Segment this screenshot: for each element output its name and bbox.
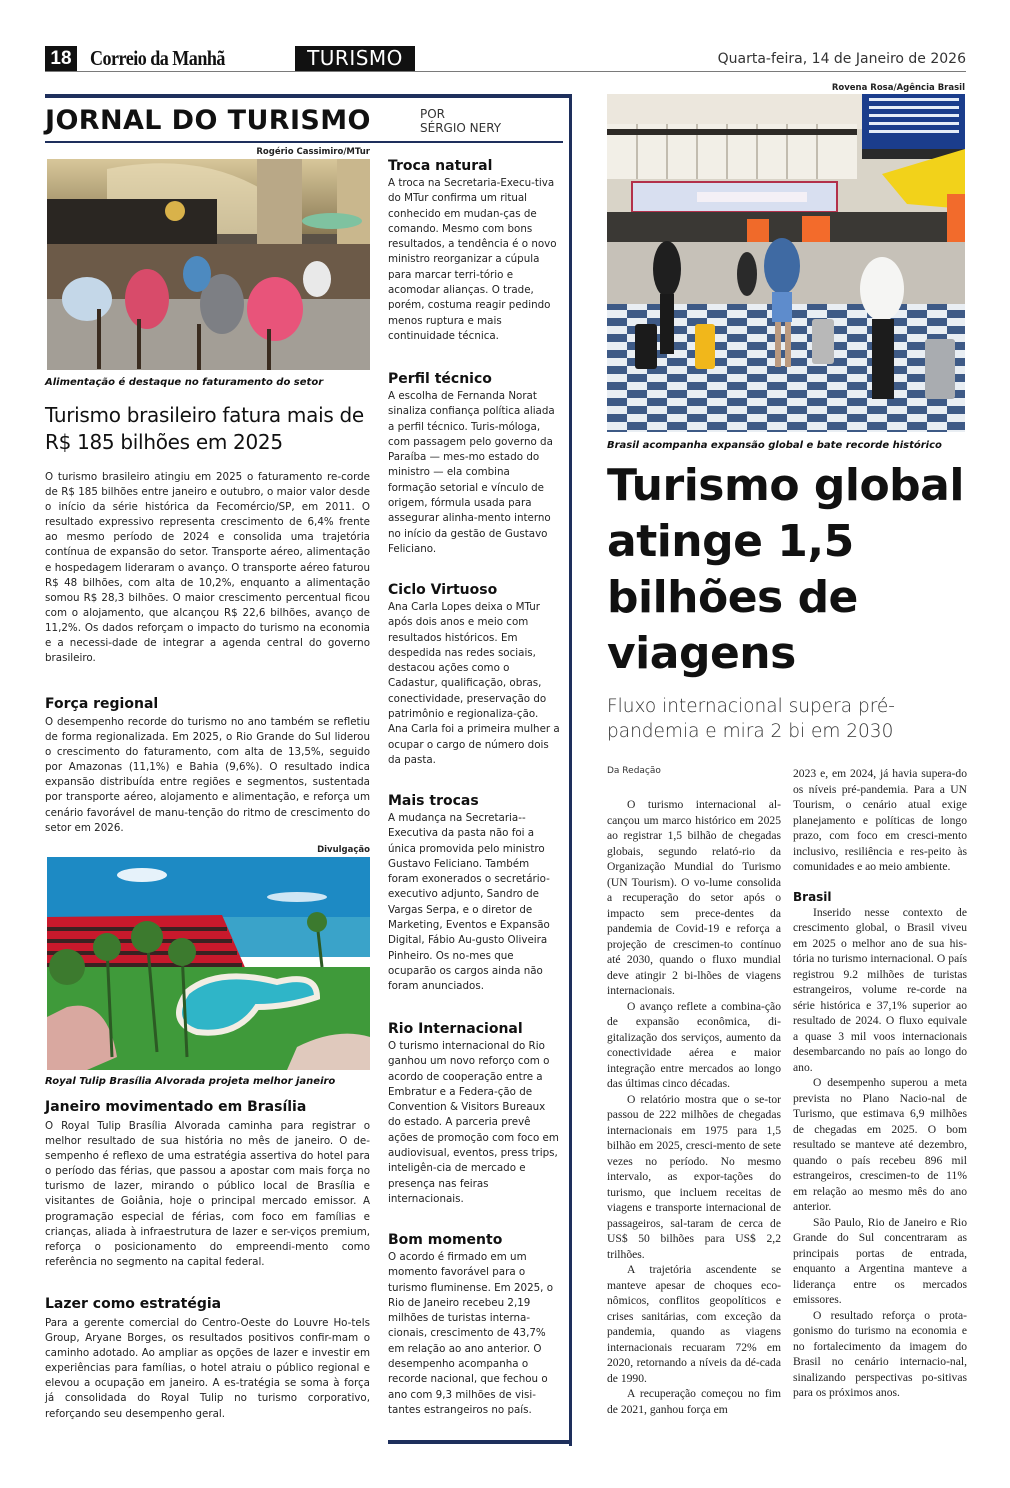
subhead-lazer: Lazer como estratégia <box>45 1296 222 1312</box>
main-headline: Turismo global atinge 1,5 bilhões de viagens <box>607 460 964 679</box>
photo-credit: Rogério Cassimiro/MTur <box>256 147 370 157</box>
newspaper-name: Correio da Manhã <box>90 46 225 70</box>
hotel-pool-photo-icon <box>47 857 370 1070</box>
subhead-forca-regional: Força regional <box>45 696 159 712</box>
note-title: Mais trocas <box>388 793 479 809</box>
paragraph: O relatório mostra que o se-tor passou de 222 milhões de chegadas internacionais em 1975 para 1,5 bilhão em 2025, cresci-mento de sete vezes no período. No mesmo intervalo, as expor-tações do turismo, que incluem receitas de viagens e transporte internacional de passageiros, sal-taram de cerca de US$ 50 bilhões para US$ 2,2 trilhões. <box>607 1092 781 1261</box>
section-body: O Royal Tulip Brasília Alvorada caminha para registrar o melhor resultado de sua história no mês de janeiro. O de-sempenho é reflexo de uma estratégia assertiva do hotel para o período das férias, que passou a apostar com mais força no turismo de lazer, mirando o público local de Brasília e visitantes de Goiânia, hoje o principal mercado emissor. A programação especial de férias, com foco em famílias e crianças, aliada à infraestrutura de lazer e ser-viços premium, reforça o posicionamento do empreendi-mento como referência no segmento na capital federal. <box>45 1120 370 1268</box>
author-name: SÉRGIO NERY <box>420 121 502 135</box>
page-number: 18 <box>45 46 77 71</box>
author-prefix: POR <box>420 107 446 121</box>
photo-caption: Alimentação é destaque no faturamento do setor <box>45 377 324 388</box>
column-author <box>420 107 501 135</box>
airport-photo-icon <box>607 94 965 432</box>
note-perfil-tecnico <box>388 369 560 557</box>
article-column-2 <box>793 766 967 1401</box>
section-tag: TURISMO <box>295 46 415 71</box>
note-rio-internacional <box>388 1019 560 1207</box>
subhead-brasil: Brasil <box>793 889 832 904</box>
paragraph: A trajetória ascendente se manteve apesar de choques eco-nômicos, conflitos geopolíticos e crises sanitárias, com exceção da pandemia, quando as viagens internacionais recuaram 72% em 2020, retornando a níveis da dé-cada de 1990. <box>607 1263 781 1385</box>
note-body: O acordo é firmado em um momento favorável para o turismo fluminense. Em 2025, o Rio de Janeiro recebeu 2,19 milhões de turistas interna-cionais, crescimento de 43,7% em relação ao ano anterior. O desempenho acompanha o recorde nacional, que fechou o ano com 9,3 milhões de visi-tantes estrangeiros no país. <box>388 1251 554 1416</box>
column-title-rule <box>45 141 563 143</box>
article-intro: O turismo brasileiro atingiu em 2025 o faturamento re-corde de R$ 185 bilhões entre janeiro e outubro, o maior valor desde o início da série histórica da Fecomércio/SP, em 2011. O resultado expressivo representa crescimento de 6,4% frente ao mesmo período de 2024 e consolida uma trajetória contínua de expansão do setor. Transporte aéreo, alimentação e hospedagem lideraram o avanço. O transporte aéreo faturou R$ 48 bilhões, com alta de 10,2%, enquanto a alimentação somou R$ 28,3 bilhões. O maior crescimento percentual ficou com o alojamento, que alcançou R$ 22,6 bilhões, avanço de 11,2%. Os dados reforçam o impacto do turismo na economia e a necessi-dade de integrar a agenda central do governo brasileiro. <box>45 471 370 665</box>
section-body: Para a gerente comercial do Centro-Oeste do Louvre Ho-tels Group, Aryane Borges, os resultados positivos confir-mam o caminho adotado. Ao ampliar as opções de lazer e investir em experiências para famílias, o hotel atraiu o público regional e elevou a ocupação em janeiro. A es-tratégia se soma à força já consolidada do Royal Tulip no turismo corporativo, reforçando seu desempenho geral. <box>45 1317 370 1420</box>
note-ciclo-virtuoso <box>388 580 560 768</box>
paragraph: 2023 e, em 2024, já havia supera-do os níveis pré-pandemia. Para a UN Tourism, o cenário atual exige planejamento e políticas de longo prazo, com foco em cresci-mento inclusivo, resiliência e res-peito às comunidades e ao meio ambiente. <box>793 767 967 873</box>
paragraph: O turismo internacional al-cançou um marco histórico em 2025 ao registrar 1,5 bilhão de chegadas globais, segundo relató-rio da Organização Mundial do Turismo (UN Tourism). O vo-lume consolida a recuperação do setor após o impacto sem prece-dentes da pandemia de Covid-19 e reforça a projeção de crescimen-to contínuo até 2030, quando o fluxo mundial deve atingir 2 bi-lhões de viagens internacionais. <box>607 798 781 997</box>
paragraph: O avanço reflete a combina-ção de expansão econômica, di-gitalização dos serviços, aumento da conectividade aérea e maior integração entre mercados ao longo das últimas cinco décadas. <box>607 999 781 1090</box>
column-box-bottom-rule <box>388 1440 572 1444</box>
masthead <box>45 46 966 72</box>
photo-caption: Royal Tulip Brasília Alvorada projeta melhor janeiro <box>45 1076 336 1087</box>
paragraph: Inserido nesse contexto de crescimento global, o Brasil viveu em 2025 o melhor ano de sua his-tória no turismo internacional. O país registrou 9.2 milhões de turistas estrangeiros, volume re-corde na série histórica e 37,1% superior ao resultado de 2024. O fluxo equivale a quase 3 mil voos internacionais desembarcando no país ao longo do ano. <box>793 905 967 1074</box>
main-subheadline: Fluxo internacional supera pré-pandemia e mira 2 bi em 2030 <box>607 696 895 742</box>
article-column-1 <box>607 797 781 1417</box>
subhead-janeiro: Janeiro movimentado em Brasília <box>45 1099 307 1115</box>
note-title: Troca natural <box>388 158 493 174</box>
paragraph: O resultado reforça o prota-gonismo do turismo na economia e no fortalecimento da imagem do Brasil no cenário internacio-nal, sinalizando perspectivas po-sitivas para os próximos anos. <box>793 1308 967 1399</box>
note-body: A mudança na Secretaria--Executiva da pasta não foi a única promovida pelo ministro Gustavo Feliciano. Também foram exonerados o secretário-executivo adjunto, Sandro de Vargas Serpa, e o diretor de Marketing, Eventos e Expansão Digital, Fábio Au-gusto Oliveira Pinheiro. Os no-mes que ocuparão os cargos ainda não foram anunciados. <box>388 812 550 993</box>
note-troca-natural <box>388 156 560 344</box>
note-body: A escolha de Fernanda Norat sinaliza confiança política aliada a perfil técnico. Turis-móloga, com passagem pelo governo da Paraíba — mes-mo estado do ministro — ela combina formação setorial e vínculo de origem, fórmula usada para assegurar alinha-mento interno no início da gestão de Gustavo Feliciano. <box>388 390 555 555</box>
note-title: Bom momento <box>388 1232 503 1248</box>
paragraph: A recuperação começou no fim de 2021, ganhou força em <box>607 1387 781 1416</box>
restaurant-photo <box>47 159 370 370</box>
restaurant-photo-icon <box>47 159 370 370</box>
column-title: JORNAL DO TURISMO <box>45 105 371 136</box>
note-body: O turismo internacional do Rio ganhou um novo reforço com o acordo de cooperação entre a Embratur e a Federa-ção de Convention & Visitors Bureaux do estado. A parceria prevê ações de promoção com foco em audiovisual, eventos, press trips, inteligên-cia de mercado e presença nas feiras internacionais. <box>388 1040 559 1205</box>
byline: Da Redação <box>607 766 661 776</box>
photo-credit: Rovena Rosa/Agência Brasil <box>831 83 965 93</box>
airport-photo <box>607 94 965 432</box>
section-body: O desempenho recorde do turismo no ano também se refletiu de forma regionalizada. Em 2025, o Rio Grande do Sul liderou o crescimento do faturamento, com alta de 13,5%, seguido por Amazonas (11,1%) e Bahia (9,6%). O resultado indica expansão distribuída entre regiões e segmentos, sustentada por transporte aéreo, alojamento e alimentação, e reforça um cenário favorável de manu-tenção do ritmo de crescimento do setor em 2026. <box>45 716 370 834</box>
note-mais-trocas <box>388 791 560 995</box>
issue-date: Quarta-feira, 14 de Janeiro de 2026 <box>717 51 966 67</box>
note-body: Ana Carla Lopes deixa o MTur após dois anos e meio com resultados históricos. Em despedida nas redes sociais, destacou ações como o Cadastur, qualificação, obras, conectividade, preservação do patrimônio e regionaliza-ção. Ana Carla foi a primeira mulher a ocupar o cargo de número dois da pasta. <box>388 601 560 766</box>
article-headline: Turismo brasileiro fatura mais de R$ 185 bilhões em 2025 <box>45 403 364 454</box>
note-title: Rio Internacional <box>388 1021 523 1037</box>
photo-caption: Brasil acompanha expansão global e bate recorde histórico <box>607 440 942 451</box>
hotel-photo <box>47 857 370 1070</box>
paragraph: São Paulo, Rio de Janeiro e Rio Grande do Sul concentraram as principais portas de entrada, enquanto a Argentina manteve a liderança entre os mercados emissores. <box>793 1215 967 1306</box>
note-title: Ciclo Virtuoso <box>388 582 498 598</box>
photo-credit: Divulgação <box>317 845 370 855</box>
note-body: A troca na Secretaria-Execu-tiva do MTur confirma um ritual conhecido em mudan-ças de comando. Mesmo com bons resultados, a tendência é o novo ministro reorganizar a cúpula para marcar terri-tório e acomodar alianças. O trade, porém, costuma reagir pedindo menos ruptura e mais continuidade técnica. <box>388 177 557 342</box>
paragraph: O desempenho superou a meta prevista no Plano Nacio-nal de Turismo, que estimava 6,9 milhões de chegadas em 2025. O bom resultado se manteve até dezembro, quando o país recebeu 896 mil estrangeiros, crescimen-to de 11% em relação ao mesmo mês do ano anterior. <box>793 1076 967 1213</box>
note-bom-momento <box>388 1230 560 1418</box>
note-title: Perfil técnico <box>388 371 492 387</box>
